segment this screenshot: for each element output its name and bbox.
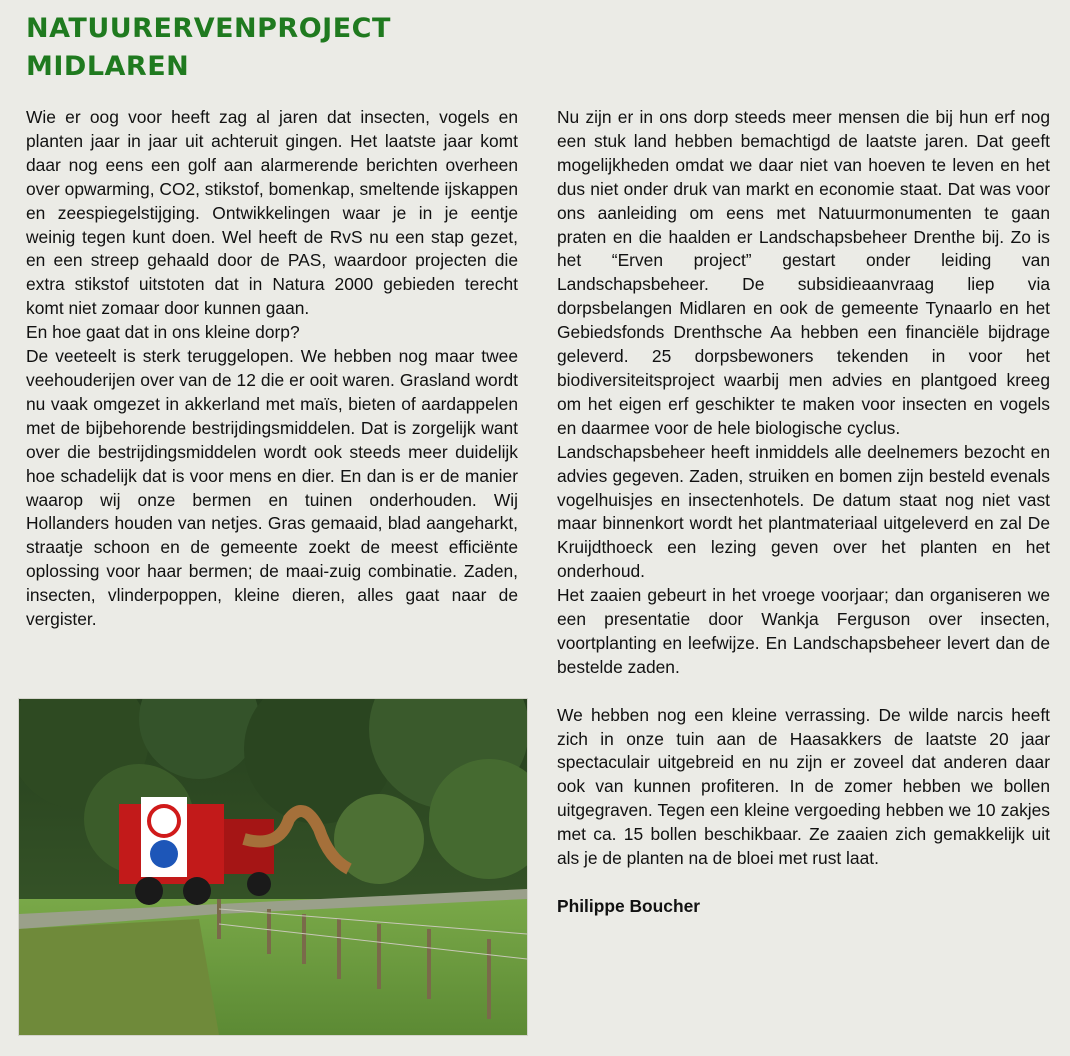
progress-paragraph: Landschapsbeheer heeft inmiddels alle deelnemers bezocht en advies gegeven. Zaden, struiken en bomen zijn besteld evenals vogelhuisjes en insectenhotels. De datum staat nog niet vast maar binnenkort wordt het plantmateriaal uitgeleverd en zal De Kruijdthoeck een lezing geven over het planten en het onderhoud. xyxy=(557,441,1050,582)
title-line-1: NATUURERVENPROJECT xyxy=(26,13,391,44)
photo-illustration xyxy=(19,699,527,1035)
paragraph-gap xyxy=(557,680,1050,704)
mowing-machine-photo xyxy=(18,698,528,1036)
title-line-2: MIDLAREN xyxy=(26,51,190,82)
intro-paragraph: Wie er oog voor heeft zag al jaren dat insecten, vogels en planten jaar in jaar uit achteruit gingen. Het laatste jaar komt daar nog eens een golf aan alarmerende berichten overheen over opwarming, CO2, stikstof, bomenkap, smeltende ijskappen en zeespiegelstijging. Ontwikkelingen waar je in je eentje weinig tegen kunt doen. Wel heeft de RvS nu een stap gezet, en een streep gehaald door de PAS, waardoor projecten die extra stikstof uitstoten dat in Natura 2000 gebieden terecht komt niet zomaar door kunnen gaan. xyxy=(26,107,519,319)
right-column xyxy=(557,106,1050,919)
livestock-paragraph: De veeteelt is sterk teruggelopen. We hebben nog maar twee veehouderijen over van de 12 die er ooit waren. Grasland wordt nu vaak omgezet in akkerland met maïs, bieten of aardappelen met de bijbehorende bestrijdingsmiddelen. Dat is zorgelijk want over die bestrijdingsmiddelen wordt ook steeds meer duidelijk hoe schadelijk dat is voor mens en dier. En dan is er de manier waarop wij onze bermen en tuinen onderhouden. Wij Hollanders houden van netjes. Gras gemaaid, blad aangeharkt, straatje schoon en de gemeente zoekt de meest efficiënte oplossing voor haar bermen; de maai-zuig combinatie. Zaden, insecten, vlinderpoppen, kleine dieren, alles gaat naar de vergister. xyxy=(26,346,518,630)
author-name: Philippe Boucher xyxy=(557,895,701,916)
left-column xyxy=(26,106,518,632)
erven-project-paragraph: Nu zijn er in ons dorp steeds meer mensen die bij hun erf nog een stuk land hebben bemachtigd de laatste jaren. Dat geeft mogelijkheden omdat we daar niet van hoeven te leven en het dus niet onder druk van markt en economie staat. Dat was voor ons aanleiding om eens met Natuurmonumenten te gaan praten en die haalden er Landschapsbeheer Drenthe bij. Zo is het “Erven project” gestart onder leiding van Landschapsbeheer. De subsidieaanvraag liep via dorpsbelangen Midlaren en ook de gemeente Tynaarlo en het Gebiedsfonds Drenthsche Aa hebben een financiële bijdrage geleverd. 25 dorpsbewoners tekenden in voor het biodiversiteitsproject waarbij men advies en plantgoed kreeg om het eigen erf geschikter te maken voor insecten en vogels en daarmee voor de hele biologische cyclus. xyxy=(557,107,1050,438)
paragraph-gap xyxy=(557,871,1050,895)
article-title xyxy=(26,10,546,86)
sowing-paragraph: Het zaaien gebeurt in het vroege voorjaar; dan organiseren we een presentatie door Wankja Ferguson over insecten, voortplanting en leefwijze. En Landschapsbeheer levert dan de bestelde zaden. xyxy=(557,585,1050,677)
surprise-paragraph: We hebben nog een kleine verrassing. De wilde narcis heeft zich in onze tuin aan de Haasakkers de laatste 20 jaar spectaculair uitgebreid en nu zijn er zoveel dat anderen daar ook van kunnen profiteren. In de zomer hebben we bollen uitgegraven. Tegen een kleine vergoeding hebben we 10 zakjes met ca. 15 bollen beschikbaar. Ze zaaien zich gemakkelijk uit als je de planten na de bloei met rust laat. xyxy=(557,704,1050,869)
question-paragraph: En hoe gaat dat in ons kleine dorp? xyxy=(26,322,300,343)
